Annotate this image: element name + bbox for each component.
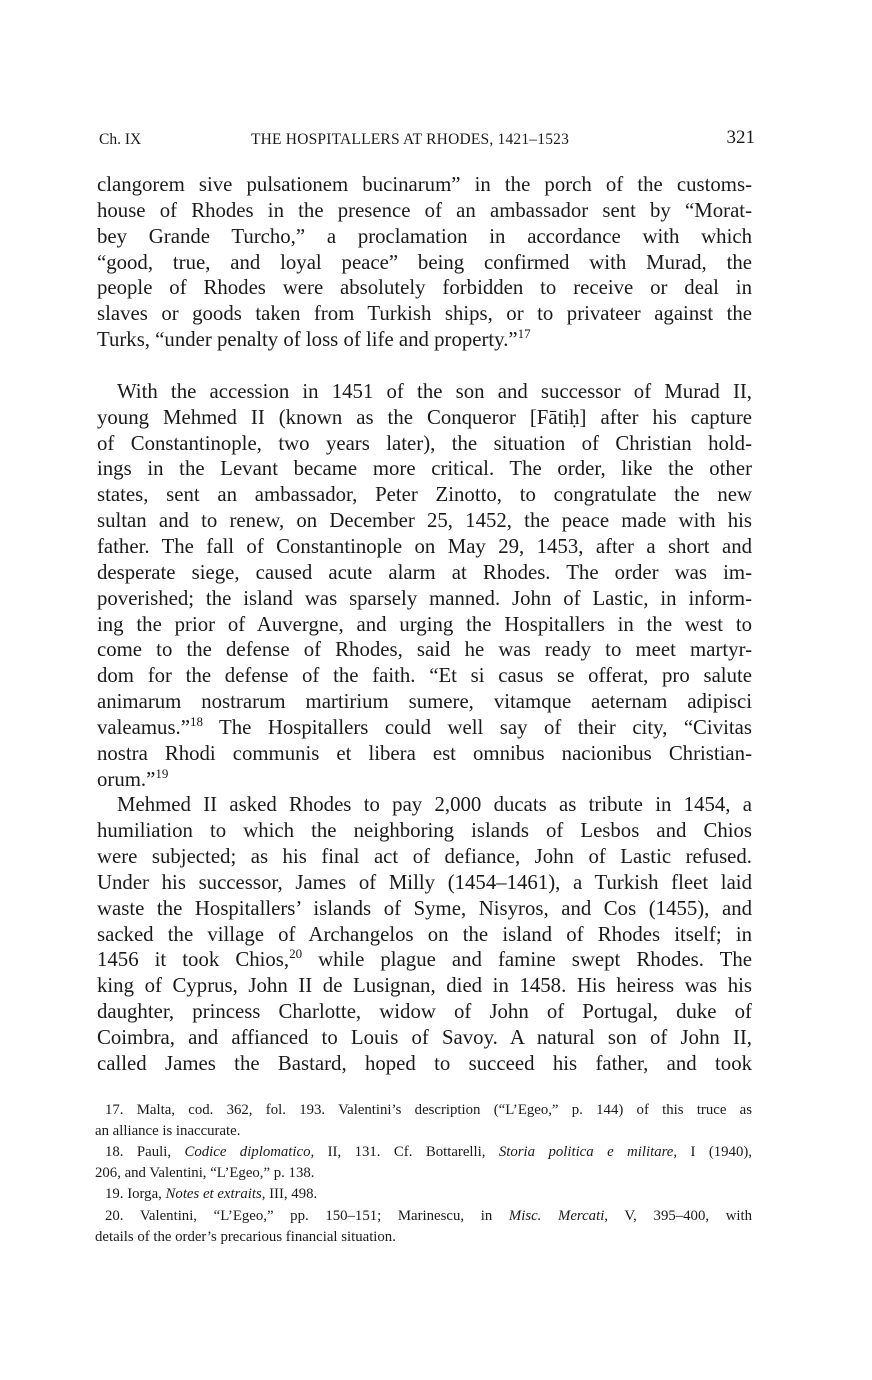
text-line: dom for the defense of the faith. “Et si casus se offerat, pro salute <box>97 664 752 688</box>
paragraph-1 <box>97 172 752 353</box>
text-line: of Constantinople, two years later), the situation of Christian hold- <box>97 431 752 455</box>
text-line: Mehmed II asked Rhodes to pay 2,000 ducats as tribute in 1454, a <box>117 793 752 817</box>
footnote-20 <box>95 1206 752 1247</box>
text-line: slaves or goods taken from Turkish ships, or to privateer against the <box>97 302 752 326</box>
paragraph-gap <box>97 353 752 379</box>
paragraph-3 <box>97 792 752 1076</box>
text-run: 1456 it took Chios, <box>97 948 290 972</box>
italic-title: Storia politica e militare, <box>498 1144 678 1161</box>
text-line <box>97 767 752 793</box>
text-line: come to the defense of Rhodes, said he was ready to meet martyr- <box>97 638 752 662</box>
footnote-line <box>95 1142 752 1163</box>
chapter-label: Ch. IX <box>99 131 142 148</box>
text-line: “good, true, and loyal peace” being confirmed with Murad, the <box>97 250 752 274</box>
footnote-line: 17. Malta, cod. 362, fol. 193. Valentini’s description (“L’Egeo,” p. 144) of this truce as <box>105 1102 752 1118</box>
text-line: called James the Bastard, hoped to succeed his father, and took <box>97 1051 752 1075</box>
text-line: young Mehmed II (known as the Conqueror [Fātiḥ] after his capture <box>97 405 752 429</box>
text-line: clangorem sive pulsationem bucinarum” in the porch of the customs- <box>97 173 752 196</box>
text-line: animarum nostrarum martirium sumere, vitamque aeternam adipisci <box>97 690 752 714</box>
text-run: 19. Iorga, <box>105 1186 166 1203</box>
footnote-19 <box>95 1184 752 1205</box>
footnotes <box>95 1100 752 1248</box>
text-line <box>97 947 752 973</box>
text-line: sacked the village of Archangelos on the island of Rhodes itself; in <box>97 922 752 946</box>
italic-title: Codice diplomatico, <box>184 1144 315 1161</box>
text-line <box>97 715 752 741</box>
text-run: III, 498. <box>265 1186 318 1203</box>
footnote-line <box>95 1184 752 1205</box>
footnote-line <box>95 1206 752 1227</box>
text-line: humiliation to which the neighboring islands of Lesbos and Chios <box>97 819 752 843</box>
text-run: V, 395–400, with <box>608 1207 753 1224</box>
running-title: THE HOSPITALLERS AT RHODES, 1421–1523 <box>251 131 570 148</box>
text-run: I (1940), <box>677 1144 752 1161</box>
footnote-17 <box>95 1100 752 1141</box>
text-line: nostra Rhodi communis et libera est omnibus nacionibus Christian- <box>97 741 752 765</box>
text-run: The Hospitallers could well say of their city, “Civitas <box>202 715 752 739</box>
footnote-18 <box>95 1142 752 1183</box>
text-line <box>97 327 752 353</box>
text-run: 20. Valentini, “L’Egeo,” pp. 150–151; Marinescu, in <box>105 1207 509 1224</box>
footnote-ref-17[interactable]: 17 <box>517 326 531 342</box>
footnote-line: 206, and Valentini, “L’Egeo,” p. 138. <box>95 1164 315 1181</box>
body-text <box>97 172 752 1077</box>
footnote-line: an alliance is inaccurate. <box>95 1122 241 1139</box>
text-line: house of Rhodes in the presence of an ambassador sent by “Morat- <box>97 198 752 222</box>
paragraph-2 <box>97 379 752 793</box>
text-line: ings in the Levant became more critical. The order, like the other <box>97 457 752 481</box>
text-line: Coimbra, and affianced to Louis of Savoy. A natural son of John II, <box>97 1026 752 1049</box>
text-line: people of Rhodes were absolutely forbidden to receive or deal in <box>97 276 752 300</box>
text-line: bey Grande Turcho,” a proclamation in accordance with which <box>97 224 752 248</box>
text-line: states, sent an ambassador, Peter Zinotto, to congratulate the new <box>97 483 752 507</box>
text-line: poverished; the island was sparsely manned. John of Lastic, in inform- <box>97 586 752 610</box>
text-run: 18. Pauli, <box>105 1144 185 1161</box>
footnote-ref-19[interactable]: 19 <box>155 765 169 781</box>
text-run: II, 131. Cf. Bottarelli, <box>314 1144 499 1161</box>
text-run: while plague and famine swept Rhodes. The <box>302 948 752 972</box>
italic-title: Misc. Mercati, <box>508 1207 609 1224</box>
text-run: Turks, “under penalty of loss of life and property.” <box>97 328 518 352</box>
page-number: 321 <box>726 127 755 148</box>
text-line: were subjected; as his final act of defiance, John of Lastic refused. <box>97 845 752 869</box>
text-line: father. The fall of Constantinople on May 29, 1453, after a short and <box>97 534 752 558</box>
text-line: daughter, princess Charlotte, widow of John of Portugal, duke of <box>97 1000 752 1024</box>
text-line: sultan and to renew, on December 25, 1452, the peace made with his <box>97 509 752 533</box>
footnote-ref-18[interactable]: 18 <box>189 713 203 729</box>
text-run: valeamus.” <box>97 715 190 739</box>
running-head <box>97 127 755 153</box>
footnote-ref-20[interactable]: 20 <box>289 946 303 962</box>
text-run: orum.” <box>97 767 156 791</box>
text-line: king of Cyprus, John II de Lusignan, died in 1458. His heiress was his <box>97 974 752 998</box>
footnote-line: details of the order’s precarious financial situation. <box>95 1228 396 1245</box>
text-line: Under his successor, James of Milly (1454–1461), a Turkish fleet laid <box>97 870 752 894</box>
text-line: ing the prior of Auvergne, and urging the Hospitallers in the west to <box>97 612 752 636</box>
text-line: desperate siege, caused acute alarm at Rhodes. The order was im- <box>97 560 752 584</box>
italic-title: Notes et extraits, <box>165 1186 266 1203</box>
text-line: waste the Hospitallers’ islands of Syme, Nisyros, and Cos (1455), and <box>97 896 752 920</box>
text-line: With the accession in 1451 of the son and successor of Murad II, <box>117 379 752 403</box>
